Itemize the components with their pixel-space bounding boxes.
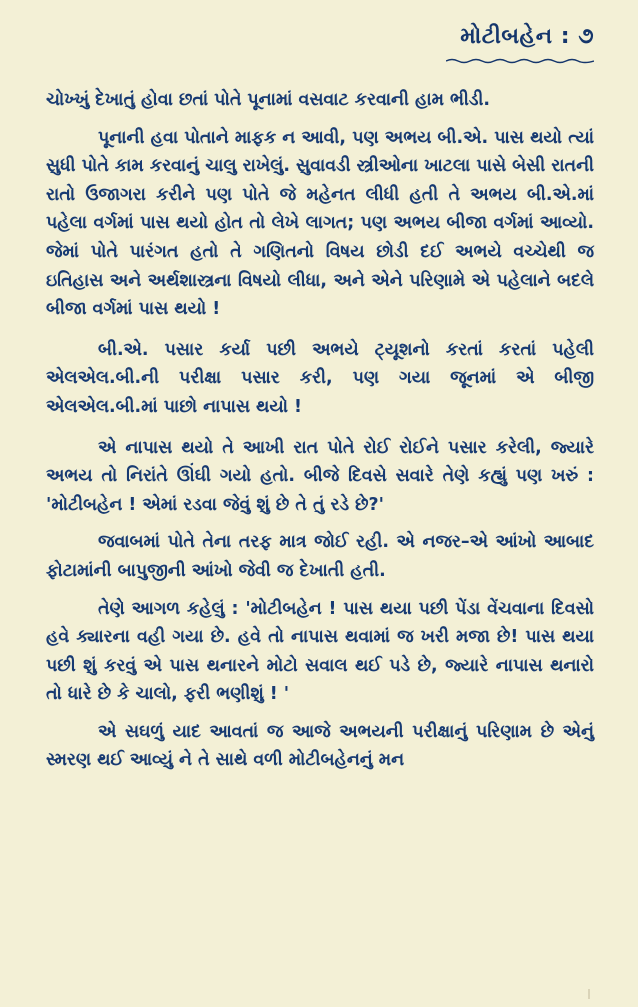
paragraph-abhay-speech: તેણે આગળ કહેલું : 'મોટીબહેન ! પાસ થયા પછી પેંડા વેંચવાના દિવસો હવે ક્યારના વહી ગયા છે. હવે તો નાપાસ થવામાં જ ખરી મજા છે! પાસ થયા પછી શું કરવું એ પાસ થનારને મોટો સવાલ થઈ પડે છે, જ્યારે નાપાસ થનારો તો ધારે છે કે ચાલો, ફરી ભણીશું ! ' xyxy=(46,598,594,705)
body-text xyxy=(46,86,594,775)
paragraph-gaze: જવાબમાં પોતે તેના તરફ માત્ર જોઈ રહી. એ નજર–એ આંખો આબાદ ફોટામાંની બાપુજીની આંખો જેવી જ દેખાતી હતી. xyxy=(46,532,594,581)
paragraph-pune-climate: પૂનાની હવા પોતાને માફક ન આવી, પણ અભય બી.એ. પાસ થયો ત્યાં સુધી પોતે કામ કરવાનું ચાલુ રાખેલું. સુવાવડી સ્ત્રીઓના ખાટલા પાસે બેસી રાતની રાતો ઉજાગરા કરીને પણ પોતે જે મહેનત લીધી હતી તે અભય બી.એ.માં પહેલા વર્ગમાં પાસ થયો હોત તો લેખે લાગત; પણ અભય બીજા વર્ગમાં આવ્યો. જેમાં પોતે પારંગત હતો તે ગણિતનો વિષય છોડી દઈ અભયે વચ્ચેથી જ ઇતિહાસ અને અર્થશાસ્ત્રના વિષયો લીધા, અને એને પરિણામે એ પહેલાને બદલે બીજા વર્ગમાં પાસ થયો ! xyxy=(46,127,594,320)
running-header: મોટીબહેન : ૭ xyxy=(460,24,594,49)
paragraph-result-memory: એ સઘળું યાદ આવતાં જ આજે અભયની પરીક્ષાનું પરિણામ છે એનું સ્મરણ થઈ આવ્યું ને તે સાથે વળી મોટીબહેનનું મન xyxy=(46,721,594,771)
paragraph-night-crying: એ નાપાસ થયો તે આખી રાત પોતે રોઈ રોઈને પસાર કરેલી, જ્યારે અભય તો નિરાંતે ઊંઘી ગયો હતો. બીજે દિવસે સવારે તેણે કહ્યું પણ ખરું : 'મોટીબહેન ! એમાં રડવા જેવું શું છે તે તું રડે છે?' xyxy=(46,437,594,515)
paragraph-continuation: ચોખ્ખું દેખાતું હોવા છતાં પોતે પૂનામાં વસવાટ કરવાની હામ ભીડી. xyxy=(46,90,491,110)
paragraph-llb-exam: બી.એ. પસાર કર્યા પછી અભયે ટ્યૂશનો કરતાં કરતાં પહેલી એલએલ.બી.ની પરીક્ષા પસાર કરી, પણ ગયા જૂનમાં એ બીજી એલએલ.બી.માં પાછો નાપાસ થયો ! xyxy=(46,339,594,417)
page-speck xyxy=(588,989,590,999)
header-rule xyxy=(446,58,594,64)
